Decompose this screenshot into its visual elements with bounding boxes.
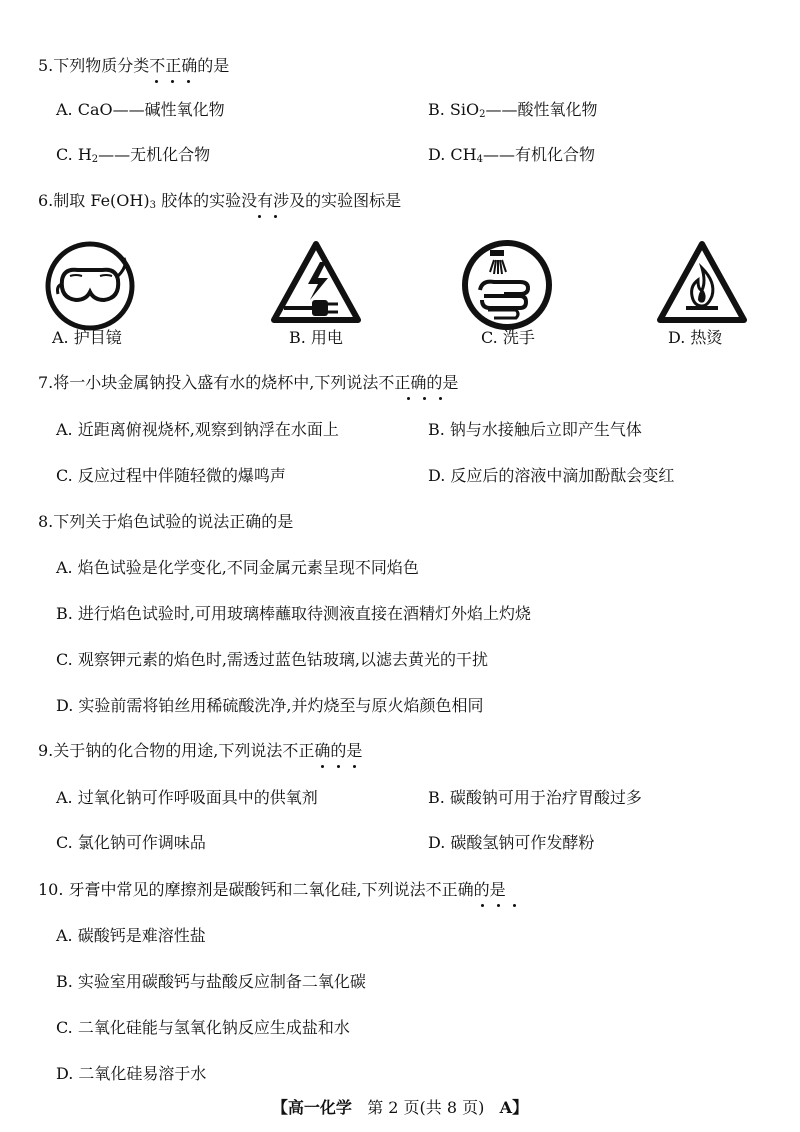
emphasis-dot: [353, 765, 356, 768]
q8-stem: 8.下列关于焰色试验的说法正确的是: [38, 512, 294, 531]
q7-option-d: D. 反应后的溶液中滴加酚酞会变红: [428, 466, 675, 485]
goggles-icon: [44, 240, 136, 332]
q5-option-c: [56, 145, 210, 170]
q9-stem-text: 9.关于钠的化合物的用途,下列说法: [38, 741, 283, 760]
emphasis-dot: [337, 765, 340, 768]
q6-option-a: A. 护目镜: [52, 328, 122, 347]
q5-c-sub: 2: [91, 154, 99, 165]
electricity-icon: [268, 238, 364, 328]
q9-option-c: C. 氯化钠可作调味品: [56, 833, 206, 852]
emphasis-dot: [187, 80, 190, 83]
emphasis-dot: [171, 80, 174, 83]
emphasis-dot: [407, 397, 410, 400]
q5-stem-end: 的是: [197, 56, 230, 75]
emphasis-dot: [497, 904, 500, 907]
q10-stem-end: 的是: [473, 880, 506, 899]
q6-option-c: C. 洗手: [481, 328, 535, 347]
emphasis-dot: [274, 215, 277, 218]
q9-option-a: A. 过氧化钠可作呼吸面具中的供氧剂: [56, 788, 318, 807]
q5-stem: [38, 56, 229, 76]
q5-option-b: [428, 100, 598, 125]
emphasis-dot: [513, 904, 516, 907]
emphasis-dot: [321, 765, 324, 768]
q5-d-text: D. CH: [428, 145, 477, 164]
q6-stem: [38, 191, 401, 216]
q8-option-d: D. 实验前需将铂丝用稀硫酸洗净,并灼烧至与原火焰颜色相同: [56, 696, 484, 715]
q7-emphasis: 不正确: [378, 373, 427, 392]
q5-d-sub: 4: [476, 154, 483, 165]
q5-option-a: A. CaO——碱性氧化物: [56, 100, 225, 119]
q10-option-a: A. 碳酸钙是难溶性盐: [56, 926, 206, 945]
q6-option-d: D. 热烫: [668, 328, 723, 347]
q7-option-b: B. 钠与水接触后立即产生气体: [428, 420, 642, 439]
q7-option-c: C. 反应过程中伴随轻微的爆鸣声: [56, 466, 286, 485]
q6-stem-text: 6.制取 Fe(OH): [38, 191, 150, 210]
footer-page: 第 2 页(共 8 页): [367, 1098, 485, 1117]
q5-b-end: ——酸性氧化物: [485, 100, 598, 119]
q10-stem-text: 10. 牙膏中常见的摩擦剂是碳酸钙和二氧化硅,下列说法: [38, 880, 426, 899]
q6-stem-sub: 3: [149, 200, 156, 211]
q7-stem-end: 的是: [426, 373, 459, 392]
q10-emphasis: 不正确: [425, 880, 474, 899]
q9-stem: [38, 741, 362, 761]
q6-stem-mid: 胶体的实验: [155, 191, 242, 210]
q5-b-text: B. SiO: [428, 100, 480, 119]
footer-version: A】: [499, 1098, 529, 1117]
q7-stem: [38, 373, 458, 393]
q5-option-d: [428, 145, 595, 170]
hot-surface-icon: [654, 238, 750, 328]
q9-option-b: B. 碳酸钠可用于治疗胃酸过多: [428, 788, 642, 807]
emphasis-dot: [439, 397, 442, 400]
q10-option-d: D. 二氧化硅易溶于水: [56, 1064, 207, 1083]
q6-option-b: B. 用电: [289, 328, 343, 347]
q8-option-a: A. 焰色试验是化学变化,不同金属元素呈现不同焰色: [56, 558, 419, 577]
page-footer: [0, 1098, 800, 1118]
emphasis-dot: [155, 80, 158, 83]
q5-stem-text: 5.下列物质分类: [38, 56, 150, 75]
q6-emphasis: 没有: [241, 191, 274, 210]
emphasis-dot: [481, 904, 484, 907]
footer-subject: 【高一化学: [271, 1098, 352, 1117]
q8-option-c: C. 观察钾元素的焰色时,需透过蓝色钴玻璃,以滤去黄光的干扰: [56, 650, 489, 669]
q5-c-end: ——无机化合物: [98, 145, 211, 164]
q9-option-d: D. 碳酸氢钠可作发酵粉: [428, 833, 595, 852]
q9-emphasis: 不正确: [282, 741, 331, 760]
q5-c-text: C. H: [56, 145, 92, 164]
q8-option-b: B. 进行焰色试验时,可用玻璃棒蘸取待测液直接在酒精灯外焰上灼烧: [56, 604, 532, 623]
emphasis-dot: [423, 397, 426, 400]
emphasis-dot: [258, 215, 261, 218]
hand-wash-icon: [460, 238, 554, 332]
q7-stem-text: 7.将一小块金属钠投入盛有水的烧杯中,下列说法: [38, 373, 379, 392]
q7-option-a: A. 近距离俯视烧杯,观察到钠浮在水面上: [56, 420, 339, 439]
q10-option-b: B. 实验室用碳酸钙与盐酸反应制备二氧化碳: [56, 972, 366, 991]
q10-option-c: C. 二氧化硅能与氢氧化钠反应生成盐和水: [56, 1018, 350, 1037]
q5-emphasis: 不正确: [149, 56, 198, 75]
q5-b-sub: 2: [479, 109, 486, 120]
q5-d-end: ——有机化合物: [483, 145, 596, 164]
q9-stem-end: 的是: [330, 741, 363, 760]
q6-stem-end: 涉及的实验图标是: [273, 191, 402, 210]
q10-stem: [38, 880, 506, 900]
